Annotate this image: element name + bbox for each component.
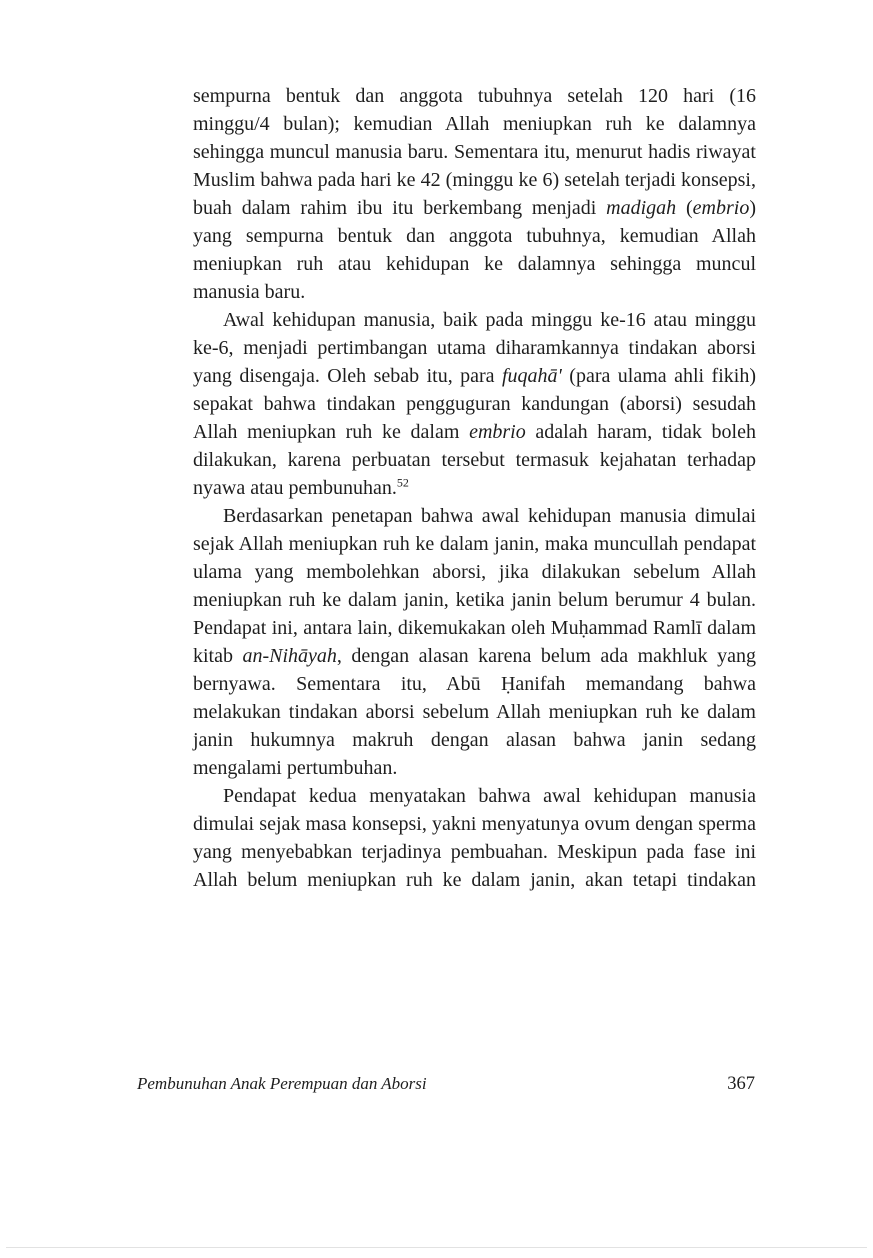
running-title: Pembunuhan Anak Perempuan dan Aborsi (137, 1074, 427, 1093)
text-run: ) yang sempurna bentuk dan anggota tubuhnya, kemudian Allah meniupkan ruh atau kehidupan ke dalamnya sehingga muncul manusia baru. (193, 197, 756, 303)
italic-text-run: an-Nihāyah (242, 645, 337, 667)
italic-text-run: fuqahā' (502, 365, 562, 387)
text-run: (para ulama ahli fikih) sepakat bahwa tindakan pengguguran kandungan (aborsi) sesudah Allah meniupkan ruh ke dalam (193, 365, 756, 443)
text-run: Awal kehidupan manusia, baik pada minggu ke-16 atau minggu ke-6, menjadi pertimbangan utama diharamkannya tindakan aborsi yang disengaja. Oleh sebab itu, para (193, 309, 756, 387)
footnote-ref: 52 (396, 475, 409, 490)
scan-edge-line (6, 1247, 867, 1248)
page-text (193, 82, 756, 894)
italic-text-run: embrio (469, 421, 526, 443)
text-run: ( (676, 197, 693, 219)
paragraph (193, 306, 756, 502)
italic-text-run: madigah (606, 197, 677, 219)
text-run: , dengan alasan karena belum ada makhluk yang bernyawa. Sementara itu, Abū Ḥanifah memandang bahwa melakukan tindakan aborsi sebelum Allah meniupkan ruh ke dalam janin hukumnya makruh dengan alasan bahwa janin sedang mengalami pertumbuhan. (193, 645, 756, 779)
paragraph (193, 502, 756, 782)
text-run: Berdasarkan penetapan bahwa awal kehidupan manusia dimulai sejak Allah meniupkan ruh ke dalam janin, maka muncullah pendapat ulama yang membolehkan aborsi, jika dilakukan sebelum Allah meniupkan ruh ke dalam janin, ketika janin belum berumur 4 bulan. Pendapat ini, antara lain, dikemukakan oleh Muḥammad Ramlī dalam kitab (193, 505, 756, 667)
paragraph (193, 82, 756, 306)
page-number: 367 (727, 1074, 755, 1094)
text-run: sempurna bentuk dan anggota tubuhnya setelah 120 hari (16 minggu/4 bulan); kemudian Allah meniupkan ruh ke dalamnya sehingga muncul manusia baru. Sementara itu, menurut hadis riwayat Muslim bahwa pada hari ke 42 (minggu ke 6) setelah terjadi konsepsi, buah dalam rahim ibu itu berkembang menjadi (193, 85, 756, 219)
text-run: adalah haram, tidak boleh dilakukan, karena perbuatan tersebut termasuk kejahatan terhadap nyawa atau pembunuhan. (193, 421, 756, 499)
italic-text-run: embrio (692, 197, 750, 219)
text-run: Pendapat kedua menyatakan bahwa awal kehidupan manusia dimulai sejak masa konsepsi, yakni menyatunya ovum dengan sperma yang menyebabkan terjadinya pembuahan. Meskipun pada fase ini Allah belum meniupkan ruh ke dalam janin, akan tetapi tindakan (193, 785, 756, 891)
page-footer (137, 1074, 755, 1095)
paragraph (193, 782, 756, 894)
